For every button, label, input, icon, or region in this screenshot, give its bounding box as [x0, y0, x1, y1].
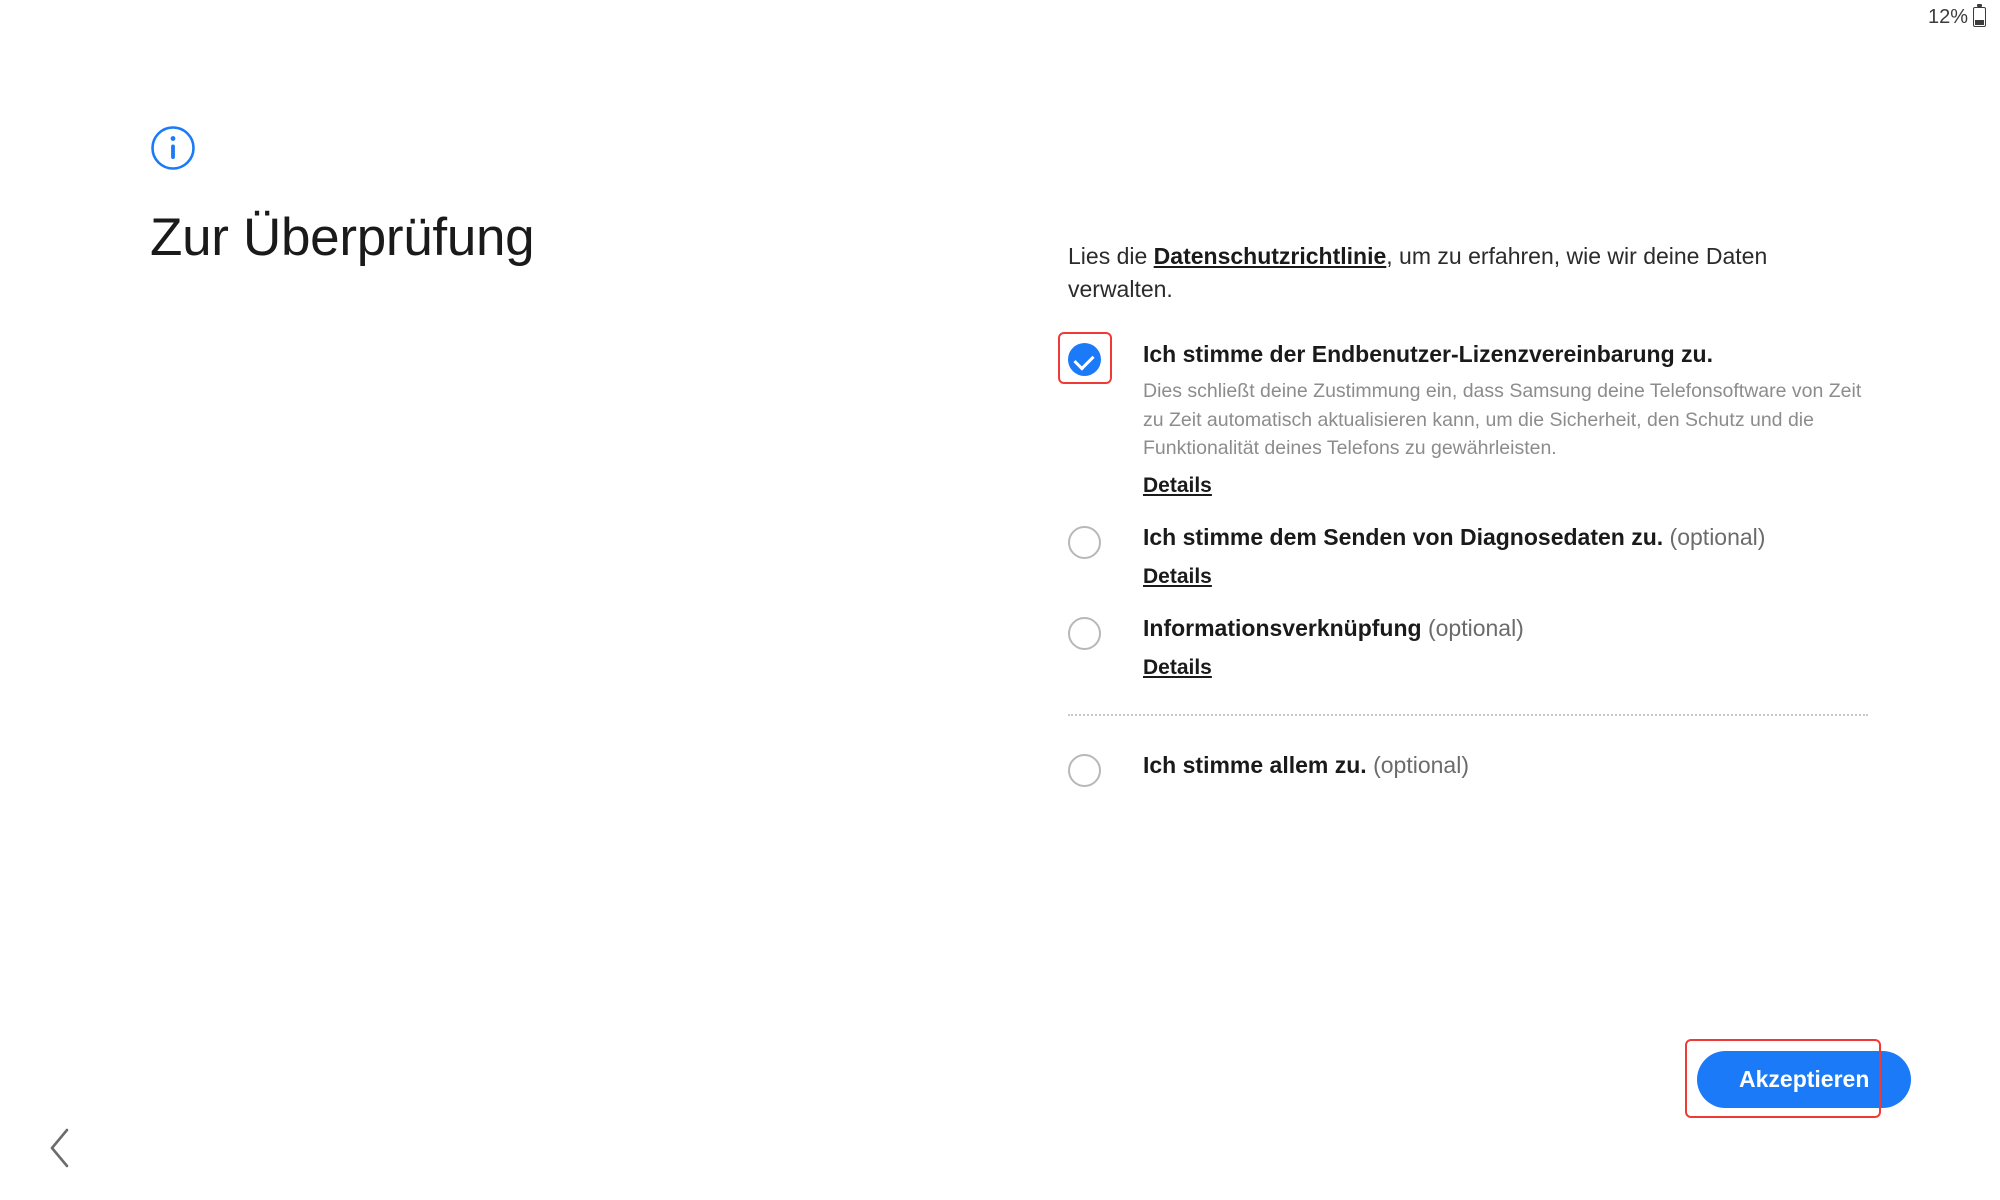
eula-radio-wrap	[1068, 339, 1101, 376]
diagnostics-optional-suffix: (optional)	[1663, 524, 1766, 551]
info-linking-optional-suffix: (optional)	[1421, 615, 1524, 642]
back-button[interactable]	[30, 1118, 90, 1178]
accept-button-wrap	[1697, 1051, 1911, 1108]
intro-before-text: Lies die	[1068, 243, 1154, 269]
consent-item-eula	[1068, 339, 1868, 498]
section-divider	[1068, 714, 1868, 716]
info-linking-label	[1143, 613, 1868, 644]
agree-all-checkbox[interactable]	[1068, 754, 1101, 787]
agree-all-label-text: Ich stimme allem zu.	[1143, 752, 1367, 779]
info-linking-radio-wrap	[1068, 613, 1101, 650]
header-block	[150, 125, 670, 304]
privacy-intro-text	[1068, 240, 1868, 305]
privacy-policy-link[interactable]: Datenschutzrichtlinie	[1153, 243, 1387, 269]
eula-label-text: Ich stimme der Endbenutzer-Lizenzvereinbarung zu.	[1143, 341, 1713, 368]
info-linking-details-link[interactable]: Details	[1143, 656, 1212, 680]
battery-percent-label: 12%	[1927, 5, 1968, 28]
agree-all-label	[1143, 750, 1868, 781]
diagnostics-radio-wrap	[1068, 522, 1101, 559]
diagnostics-checkbox[interactable]	[1068, 526, 1101, 559]
diagnostics-details-link[interactable]: Details	[1143, 565, 1212, 589]
diagnostics-label-text: Ich stimme dem Senden von Diagnosedaten zu.	[1143, 524, 1664, 551]
info-linking-body	[1101, 613, 1868, 680]
info-circle-icon	[150, 125, 670, 171]
eula-checkbox[interactable]	[1068, 343, 1101, 376]
agree-all-body	[1101, 750, 1868, 781]
chevron-left-icon	[46, 1126, 74, 1170]
consent-panel	[1068, 240, 1868, 811]
eula-description: Dies schließt deine Zustimmung ein, dass Samsung deine Telefonsoftware von Zeit zu Zeit automatisch aktualisieren kann, um die Sicherheit, den Schutz und die Funktionalität deines Telefons zu gewährleisten.	[1143, 380, 1862, 459]
agree-all-optional-suffix: (optional)	[1366, 752, 1469, 779]
diagnostics-body	[1101, 522, 1868, 589]
status-bar	[1928, 0, 2000, 34]
eula-details-link[interactable]: Details	[1143, 474, 1212, 498]
eula-label	[1143, 339, 1868, 370]
intro-after-text: , um zu erfahren, wie wir deine Daten verwalten.	[1068, 243, 1768, 302]
agree-all-radio-wrap	[1068, 750, 1101, 787]
consent-item-info-linking	[1068, 613, 1868, 680]
accept-button[interactable]: Akzeptieren	[1697, 1051, 1911, 1108]
consent-item-agree-all	[1068, 750, 1868, 787]
info-linking-label-text: Informationsverknüpfung	[1143, 615, 1422, 642]
eula-body	[1101, 339, 1868, 498]
page-title: Zur Überprüfung	[150, 208, 535, 267]
battery-icon	[1973, 7, 1986, 27]
consent-item-diagnostics	[1068, 522, 1868, 589]
diagnostics-label	[1143, 522, 1868, 553]
info-linking-checkbox[interactable]	[1068, 617, 1101, 650]
